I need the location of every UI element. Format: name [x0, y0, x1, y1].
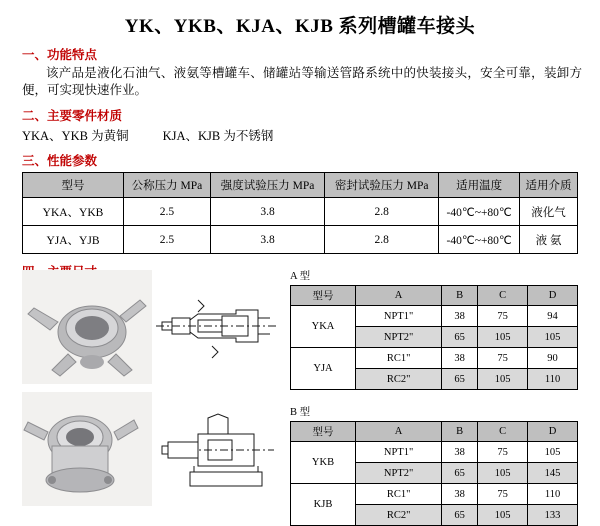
dim-header-cell: B [442, 422, 478, 442]
dim-cell: 110 [528, 369, 578, 390]
spec-cell: -40℃~+80℃ [439, 198, 520, 226]
dimension-table-a [290, 285, 578, 390]
table-row [23, 226, 578, 254]
spec-cell: -40℃~+80℃ [439, 226, 520, 254]
dim-cell: RC2" [356, 369, 442, 390]
spec-cell: 3.8 [210, 198, 324, 226]
spec-cell: YJA、YJB [23, 226, 124, 254]
spec-cell: 2.5 [124, 226, 211, 254]
spec-cell: 2.8 [325, 198, 439, 226]
dimension-tables-column [290, 268, 580, 526]
section-1-heading: 一、功能特点 [22, 48, 98, 62]
table-b-label: B 型 [290, 407, 311, 418]
dim-header-cell: B [442, 286, 478, 306]
dim-cell: 75 [478, 306, 528, 327]
dim-cell: RC1" [356, 484, 442, 505]
spec-header-cell: 适用温度 [439, 173, 520, 198]
table-row [291, 306, 578, 327]
dim-header-cell: 型号 [291, 422, 356, 442]
section-3-heading: 三、性能参数 [22, 154, 98, 168]
dim-cell: 38 [442, 484, 478, 505]
dim-cell: NPT1" [356, 442, 442, 463]
dim-header-cell: D [528, 422, 578, 442]
dim-cell: 90 [528, 348, 578, 369]
dim-cell: 133 [528, 505, 578, 526]
dim-cell: 38 [442, 348, 478, 369]
section-2-heading: 二、主要零件材质 [22, 109, 123, 123]
spec-cell: 2.5 [124, 198, 211, 226]
dim-header-cell: A [356, 422, 442, 442]
dim-cell: 65 [442, 505, 478, 526]
material-steel: KJA、KJB 为不锈钢 [162, 129, 274, 143]
figures-column [22, 270, 280, 506]
dim-cell: NPT2" [356, 327, 442, 348]
dim-header-cell: A [356, 286, 442, 306]
spec-cell: YKA、YKB [23, 198, 124, 226]
material-brass: YKA、YKB 为黄铜 [22, 129, 129, 143]
dim-cell: 65 [442, 369, 478, 390]
spec-cell: 2.8 [325, 226, 439, 254]
spec-cell: 3.8 [210, 226, 324, 254]
dim-cell: 105 [528, 327, 578, 348]
dim-cell: 75 [478, 442, 528, 463]
dim-header-cell: D [528, 286, 578, 306]
dim-cell: 105 [478, 463, 528, 484]
dim-cell: 65 [442, 463, 478, 484]
figure-b-graphics [22, 392, 280, 506]
spec-header-cell: 公称压力 MPa [124, 173, 211, 198]
dim-header-cell: 型号 [291, 286, 356, 306]
spec-header-cell: 适用介质 [520, 173, 578, 198]
dimension-table-b [290, 421, 578, 526]
spec-table [22, 172, 578, 254]
table-row [291, 348, 578, 369]
spec-cell: 液化气 [520, 198, 578, 226]
section-1-text: 该产品是液化石油气、液氨等槽罐车、储罐站等输送管路系统中的快装接头，安全可靠，装卸方便，可实现快速作业。 [22, 66, 582, 97]
dim-cell: 38 [442, 306, 478, 327]
spec-header-cell: 型号 [23, 173, 124, 198]
table-header-row [23, 173, 578, 198]
spec-header-cell: 强度试验压力 MPa [210, 173, 324, 198]
dim-cell: 105 [478, 505, 528, 526]
dim-header-cell: C [478, 422, 528, 442]
spec-header-cell: 密封试验压力 MPa [325, 173, 439, 198]
figure-b [22, 392, 280, 506]
table-row [291, 442, 578, 463]
dim-cell: 75 [478, 348, 528, 369]
figure-a-graphics [22, 270, 280, 384]
dim-model-cell: YJA [291, 348, 356, 390]
dim-cell: 105 [478, 327, 528, 348]
dim-model-cell: KJB [291, 484, 356, 526]
dim-cell: 65 [442, 327, 478, 348]
table-a-label: A 型 [290, 271, 311, 282]
table-header-row [291, 286, 578, 306]
dim-cell: NPT2" [356, 463, 442, 484]
dim-model-cell: YKA [291, 306, 356, 348]
dim-cell: RC1" [356, 348, 442, 369]
table-header-row [291, 422, 578, 442]
table-row [23, 198, 578, 226]
dim-cell: 94 [528, 306, 578, 327]
dim-cell: 145 [528, 463, 578, 484]
spec-cell: 液 氨 [520, 226, 578, 254]
dim-cell: RC2" [356, 505, 442, 526]
dim-header-cell: C [478, 286, 528, 306]
dim-cell: 75 [478, 484, 528, 505]
figure-a [22, 270, 280, 384]
dim-cell: 38 [442, 442, 478, 463]
dim-model-cell: YKB [291, 442, 356, 484]
dim-cell: 105 [478, 369, 528, 390]
page-title: YK、YKB、KJA、KJB 系列槽罐车接头 [124, 16, 476, 37]
dim-cell: NPT1" [356, 306, 442, 327]
dim-cell: 110 [528, 484, 578, 505]
dim-cell: 105 [528, 442, 578, 463]
table-row [291, 484, 578, 505]
material-line [22, 126, 600, 144]
